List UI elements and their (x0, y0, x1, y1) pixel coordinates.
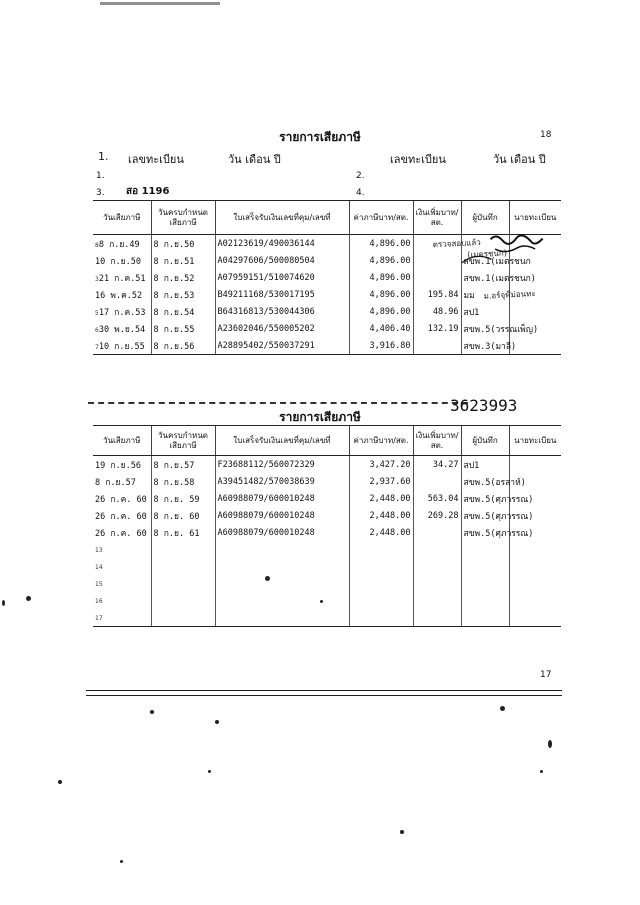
table-cell-receipt (215, 337, 349, 355)
table-cell-receipt (215, 507, 349, 524)
cell-text-due: 8 ก.ย.54 (153, 307, 195, 318)
cell-text-paid: 30 พ.ย.54 (98, 324, 146, 335)
table-cell-due (151, 473, 215, 490)
cell-text-paid: 26 ก.ค. 60 (95, 494, 147, 505)
table-cell-registrar (509, 558, 561, 575)
table-cell-due (151, 337, 215, 355)
cell-text-recorder: สป1 (463, 307, 480, 318)
cell-text-paid: 10 ก.ย.50 (95, 256, 141, 267)
table-cell-due (151, 252, 215, 269)
table-row (93, 473, 561, 490)
header-date-label-1: วัน เดือน ปี (228, 153, 281, 166)
table-cell-due (151, 235, 215, 253)
table-cell-recorder (461, 473, 526, 490)
section-title-1: รายการเสียภาษี (279, 130, 361, 144)
cell-text-paid: 26 ก.ค. 60 (95, 528, 147, 539)
cell-text-surcharge: 269.28 (427, 510, 459, 521)
cell-text-due: 8 ก.ย.53 (153, 290, 195, 301)
cell-text-paid: 26 ก.ค. 60 (95, 511, 147, 522)
cell-text-paid: 17 ก.ค.53 (98, 307, 146, 318)
table-cell-receipt (215, 473, 349, 490)
col-registrar: นายทะเบียน (509, 201, 561, 235)
bottom-rule-1 (86, 690, 562, 691)
cell-text-tax: 4,896.00 (369, 238, 411, 249)
page-number-bottom: 17 (540, 670, 552, 680)
col-tax-2: ค่าภาษีบาท/สต. (349, 426, 413, 456)
col-receipt: ใบเสร็จรับเงินเลขที่คุม/เลขที่ (215, 201, 349, 235)
table-row (93, 490, 561, 507)
table-cell-paid (93, 507, 151, 524)
table-row (93, 575, 561, 592)
table-cell-surcharge (413, 507, 461, 524)
cell-text-tax: 3,427.20 (369, 459, 411, 470)
table-cell-receipt (215, 541, 349, 558)
table-cell-receipt (215, 456, 349, 474)
cell-text-due: 8 ก.ย. 61 (153, 528, 200, 539)
cell-text-receipt: A23602046/550005202 (217, 323, 315, 334)
header-n3: 3. (96, 188, 105, 198)
table-cell-tax (349, 473, 413, 490)
table-cell-receipt (215, 320, 349, 337)
table-cell-recorder (461, 490, 534, 507)
cell-text-tax: 2,937.60 (369, 476, 411, 487)
table-cell-paid (93, 609, 151, 627)
table-cell-recorder (461, 303, 509, 320)
scan-speck (215, 720, 219, 724)
table-cell-paid (93, 252, 151, 269)
signature-scribble-icon (430, 228, 563, 295)
table-cell-paid (93, 337, 151, 355)
cell-text-recorder: สขพ.1(เมตรชนก) (463, 273, 536, 284)
table-cell-surcharge (413, 337, 461, 355)
cell-text-due: 8 ก.ย. 59 (153, 494, 200, 505)
row-number: 17 (95, 614, 103, 622)
cell-text-paid: 16 พ.ค.52 (95, 290, 143, 301)
table-row (93, 303, 561, 320)
cell-text-receipt: A07959151/510074620 (217, 272, 315, 283)
scan-speck (26, 596, 31, 601)
table-cell-registrar (509, 303, 561, 320)
table-cell-recorder (461, 320, 539, 337)
table-cell-paid (93, 558, 151, 575)
table-cell-receipt (215, 524, 349, 541)
cell-text-due: 8 ก.ย.52 (153, 273, 195, 284)
cell-text-due: 8 ก.ย.57 (153, 460, 195, 471)
cell-text-tax: 2,448.00 (369, 493, 411, 504)
table-cell-receipt (215, 592, 349, 609)
cell-text-due: 8 ก.ย. 60 (153, 511, 200, 522)
col-recorder-2: ผู้บันทึก (461, 426, 509, 456)
page-number-top: 18 (540, 130, 552, 140)
table-cell-surcharge (413, 490, 461, 507)
row-number: 3 (95, 275, 99, 283)
table-cell-surcharge (413, 609, 461, 627)
cell-text-recorder: สขพ.5(ศุภวรรณ) (463, 511, 534, 522)
table-cell-surcharge (413, 575, 461, 592)
table-cell-paid (93, 303, 151, 320)
table-cell-tax (349, 507, 413, 524)
cell-text-due: 8 ก.ย.50 (153, 239, 195, 250)
cell-text-due: 8 ก.ย.58 (153, 477, 195, 488)
official-stamp (427, 228, 563, 305)
table-cell-recorder (461, 507, 534, 524)
scan-speck (500, 706, 505, 711)
table-cell-paid (93, 524, 151, 541)
scan-speck (320, 600, 323, 603)
table-cell-registrar (509, 337, 561, 355)
cell-text-recorder: มม (463, 290, 475, 301)
cell-text-receipt: A60988079/600010248 (217, 493, 315, 504)
cell-text-recorder: สขพ.5(ศุภวรรณ) (463, 494, 534, 505)
cell-text-paid: 8 ก.ย.57 (95, 477, 136, 488)
cell-text-tax: 2,448.00 (369, 510, 411, 521)
table-cell-due (151, 269, 215, 286)
table-cell-receipt (215, 269, 349, 286)
scan-speck (58, 780, 62, 784)
cell-text-recorder: สขพ.5(อรสาห์) (463, 477, 526, 488)
dashed-separator (88, 402, 468, 404)
table-cell-surcharge (413, 541, 461, 558)
table-cell-tax (349, 286, 413, 303)
table-cell-recorder (461, 558, 509, 575)
cell-text-tax: 4,896.00 (369, 289, 411, 300)
cell-text-surcharge: 563.04 (427, 493, 459, 504)
bottom-rule-2 (86, 695, 562, 696)
row-number: 15 (95, 580, 103, 588)
scan-speck (548, 740, 552, 748)
scan-speck (2, 600, 5, 606)
stamp-line-3: ม.อร์จุฬ์ม่อนทะ (483, 289, 536, 301)
cell-text-receipt: B49211168/530017195 (217, 289, 315, 300)
header-n1-line: 1. (96, 171, 105, 181)
section-title-2: รายการเสียภาษี (279, 410, 361, 424)
table-cell-due (151, 303, 215, 320)
cell-text-recorder: สขพ.5(ศุภวรรณ) (463, 528, 534, 539)
cell-text-paid: 21 ก.ค.51 (98, 273, 146, 284)
table-cell-recorder (461, 456, 509, 474)
table-cell-paid (93, 456, 151, 474)
table-cell-receipt (215, 303, 349, 320)
header-registration-label-2: เลขทะเบียน (390, 153, 446, 166)
cell-text-tax: 4,896.00 (369, 306, 411, 317)
row-number: 5 (95, 309, 99, 317)
table-cell-surcharge (413, 456, 461, 474)
table-cell-recorder (461, 592, 509, 609)
table-cell-surcharge (413, 320, 461, 337)
table-cell-due (151, 541, 215, 558)
table-cell-due (151, 558, 215, 575)
row-number: 8 (95, 241, 99, 249)
table-cell-receipt (215, 558, 349, 575)
table-cell-tax (349, 337, 413, 355)
table-cell-tax (349, 456, 413, 474)
table-cell-surcharge (413, 473, 461, 490)
scan-speck (120, 860, 123, 863)
table-cell-tax (349, 269, 413, 286)
col-due-date-2: วันครบกำหนดเสียภาษี (151, 426, 215, 456)
table-cell-tax (349, 524, 413, 541)
table-cell-tax (349, 609, 413, 627)
table-row (93, 337, 561, 355)
table-row (93, 592, 561, 609)
cell-text-tax: 3,916.80 (369, 340, 411, 351)
table-cell-registrar (509, 541, 561, 558)
table-cell-tax (349, 252, 413, 269)
table-cell-tax (349, 575, 413, 592)
table-cell-paid (93, 473, 151, 490)
cell-text-receipt: A02123619/490036144 (217, 238, 315, 249)
table-cell-receipt (215, 235, 349, 253)
table-cell-paid (93, 320, 151, 337)
cell-text-tax: 4,406.40 (369, 323, 411, 334)
table-row (93, 456, 561, 474)
table-cell-receipt (215, 252, 349, 269)
table-cell-tax (349, 303, 413, 320)
table-row (93, 558, 561, 575)
table-cell-receipt (215, 609, 349, 627)
table-cell-due (151, 286, 215, 303)
cell-text-recorder: สขพ.1(เมตรชนก (463, 256, 531, 267)
cell-text-recorder: สป1 (463, 460, 480, 471)
cell-text-tax: 2,448.00 (369, 527, 411, 538)
tax-table-2 (93, 425, 561, 627)
table-cell-paid (93, 592, 151, 609)
table-cell-recorder (461, 541, 509, 558)
table-cell-surcharge (413, 592, 461, 609)
table-cell-tax (349, 235, 413, 253)
table-cell-tax (349, 320, 413, 337)
table-cell-tax (349, 541, 413, 558)
registration-number: สอ 1196 (126, 186, 170, 197)
col-receipt-2: ใบเสร็จรับเงินเลขที่คุม/เลขที่ (215, 426, 349, 456)
table-row (93, 609, 561, 627)
stray-number: 3623993 (450, 396, 518, 415)
col-registrar-2: นายทะเบียน (509, 426, 561, 456)
table-cell-recorder (461, 524, 534, 541)
cell-text-receipt: A04297606/500080504 (217, 255, 315, 266)
table-cell-registrar (509, 575, 561, 592)
table-cell-registrar (509, 609, 561, 627)
header-n2: 2. (356, 171, 365, 181)
table-cell-due (151, 490, 215, 507)
cell-text-tax: 4,896.00 (369, 272, 411, 283)
cell-text-paid: 19 ก.ย.56 (95, 460, 141, 471)
table-cell-tax (349, 490, 413, 507)
row-number: 16 (95, 597, 103, 605)
cell-text-due: 8 ก.ย.55 (153, 324, 195, 335)
cell-text-paid: 10 ก.ย.55 (98, 341, 145, 352)
col-paid-date-2: วันเสียภาษี (93, 426, 151, 456)
cell-text-surcharge: 132.19 (427, 323, 459, 334)
table-cell-paid (93, 286, 151, 303)
table-cell-paid (93, 235, 151, 253)
cell-text-receipt: B64316813/530044306 (217, 306, 315, 317)
header-n4: 4. (356, 188, 365, 198)
stamp-line-1: ตรวจสอบแล้ว (432, 237, 481, 250)
header-registration-label-1: เลขทะเบียน (128, 153, 184, 166)
cell-text-receipt: A39451482/570038639 (217, 476, 315, 487)
cell-text-surcharge: 48.96 (432, 306, 459, 317)
table-cell-due (151, 524, 215, 541)
table-cell-tax (349, 592, 413, 609)
table-cell-surcharge (413, 558, 461, 575)
cell-text-surcharge: 34.27 (432, 459, 459, 470)
row-number: 7 (95, 343, 99, 351)
scan-speck (265, 576, 270, 581)
table-cell-paid (93, 541, 151, 558)
table-row (93, 320, 561, 337)
col-paid-date: วันเสียภาษี (93, 201, 151, 235)
cell-text-receipt: A28895402/550037291 (217, 340, 315, 351)
scan-speck (208, 770, 211, 773)
cell-text-due: 8 ก.ย.56 (153, 341, 195, 352)
cell-text-receipt: A60988079/600010248 (217, 510, 315, 521)
cell-text-due: 8 ก.ย.51 (153, 256, 195, 267)
table-cell-due (151, 456, 215, 474)
table-cell-receipt (215, 286, 349, 303)
table-cell-surcharge (413, 303, 461, 320)
scan-edge-mark (100, 2, 220, 5)
table-cell-paid (93, 490, 151, 507)
row-number: 14 (95, 563, 103, 571)
table-cell-due (151, 609, 215, 627)
cell-text-paid: 8 ก.ย.49 (98, 239, 140, 250)
col-surcharge: เงินเพิ่มบาท/สต. (413, 201, 461, 235)
table-row (93, 507, 561, 524)
table-cell-registrar (509, 592, 561, 609)
table-cell-registrar (509, 456, 561, 474)
scan-speck (400, 830, 404, 834)
table-cell-paid (93, 269, 151, 286)
scan-speck (540, 770, 543, 773)
table-cell-recorder (461, 575, 509, 592)
table-row (93, 541, 561, 558)
header-date-label-2: วัน เดือน ปี (493, 153, 546, 166)
table-cell-paid (93, 575, 151, 592)
row-number: 6 (95, 326, 99, 334)
table-cell-recorder (461, 609, 509, 627)
cell-text-surcharge: 195.84 (427, 289, 459, 300)
table-cell-due (151, 507, 215, 524)
table-cell-due (151, 575, 215, 592)
col-due-date: วันครบกำหนดเสียภาษี (151, 201, 215, 235)
col-recorder: ผู้บันทึก (461, 201, 509, 235)
cell-text-recorder: สขพ.3(มาลี) (463, 341, 517, 352)
header-n1: 1. (98, 150, 109, 163)
table-cell-due (151, 320, 215, 337)
cell-text-receipt: F23688112/560072329 (217, 459, 315, 470)
cell-text-receipt: A60988079/600010248 (217, 527, 315, 538)
cell-text-tax: 4,896.00 (369, 255, 411, 266)
table-cell-receipt (215, 490, 349, 507)
table-row (93, 524, 561, 541)
col-surcharge-2: เงินเพิ่มบาท/สต. (413, 426, 461, 456)
col-tax: ค่าภาษีบาท/สต. (349, 201, 413, 235)
table-cell-tax (349, 558, 413, 575)
table-cell-receipt (215, 575, 349, 592)
stamp-line-2: (เมตรชนก) (467, 248, 508, 260)
table-cell-due (151, 592, 215, 609)
table-cell-surcharge (413, 524, 461, 541)
cell-text-recorder: สขพ.5(วรรณเพ็ญ) (463, 324, 539, 335)
table-cell-recorder (461, 337, 517, 355)
scan-speck (150, 710, 154, 714)
row-number: 13 (95, 546, 103, 554)
